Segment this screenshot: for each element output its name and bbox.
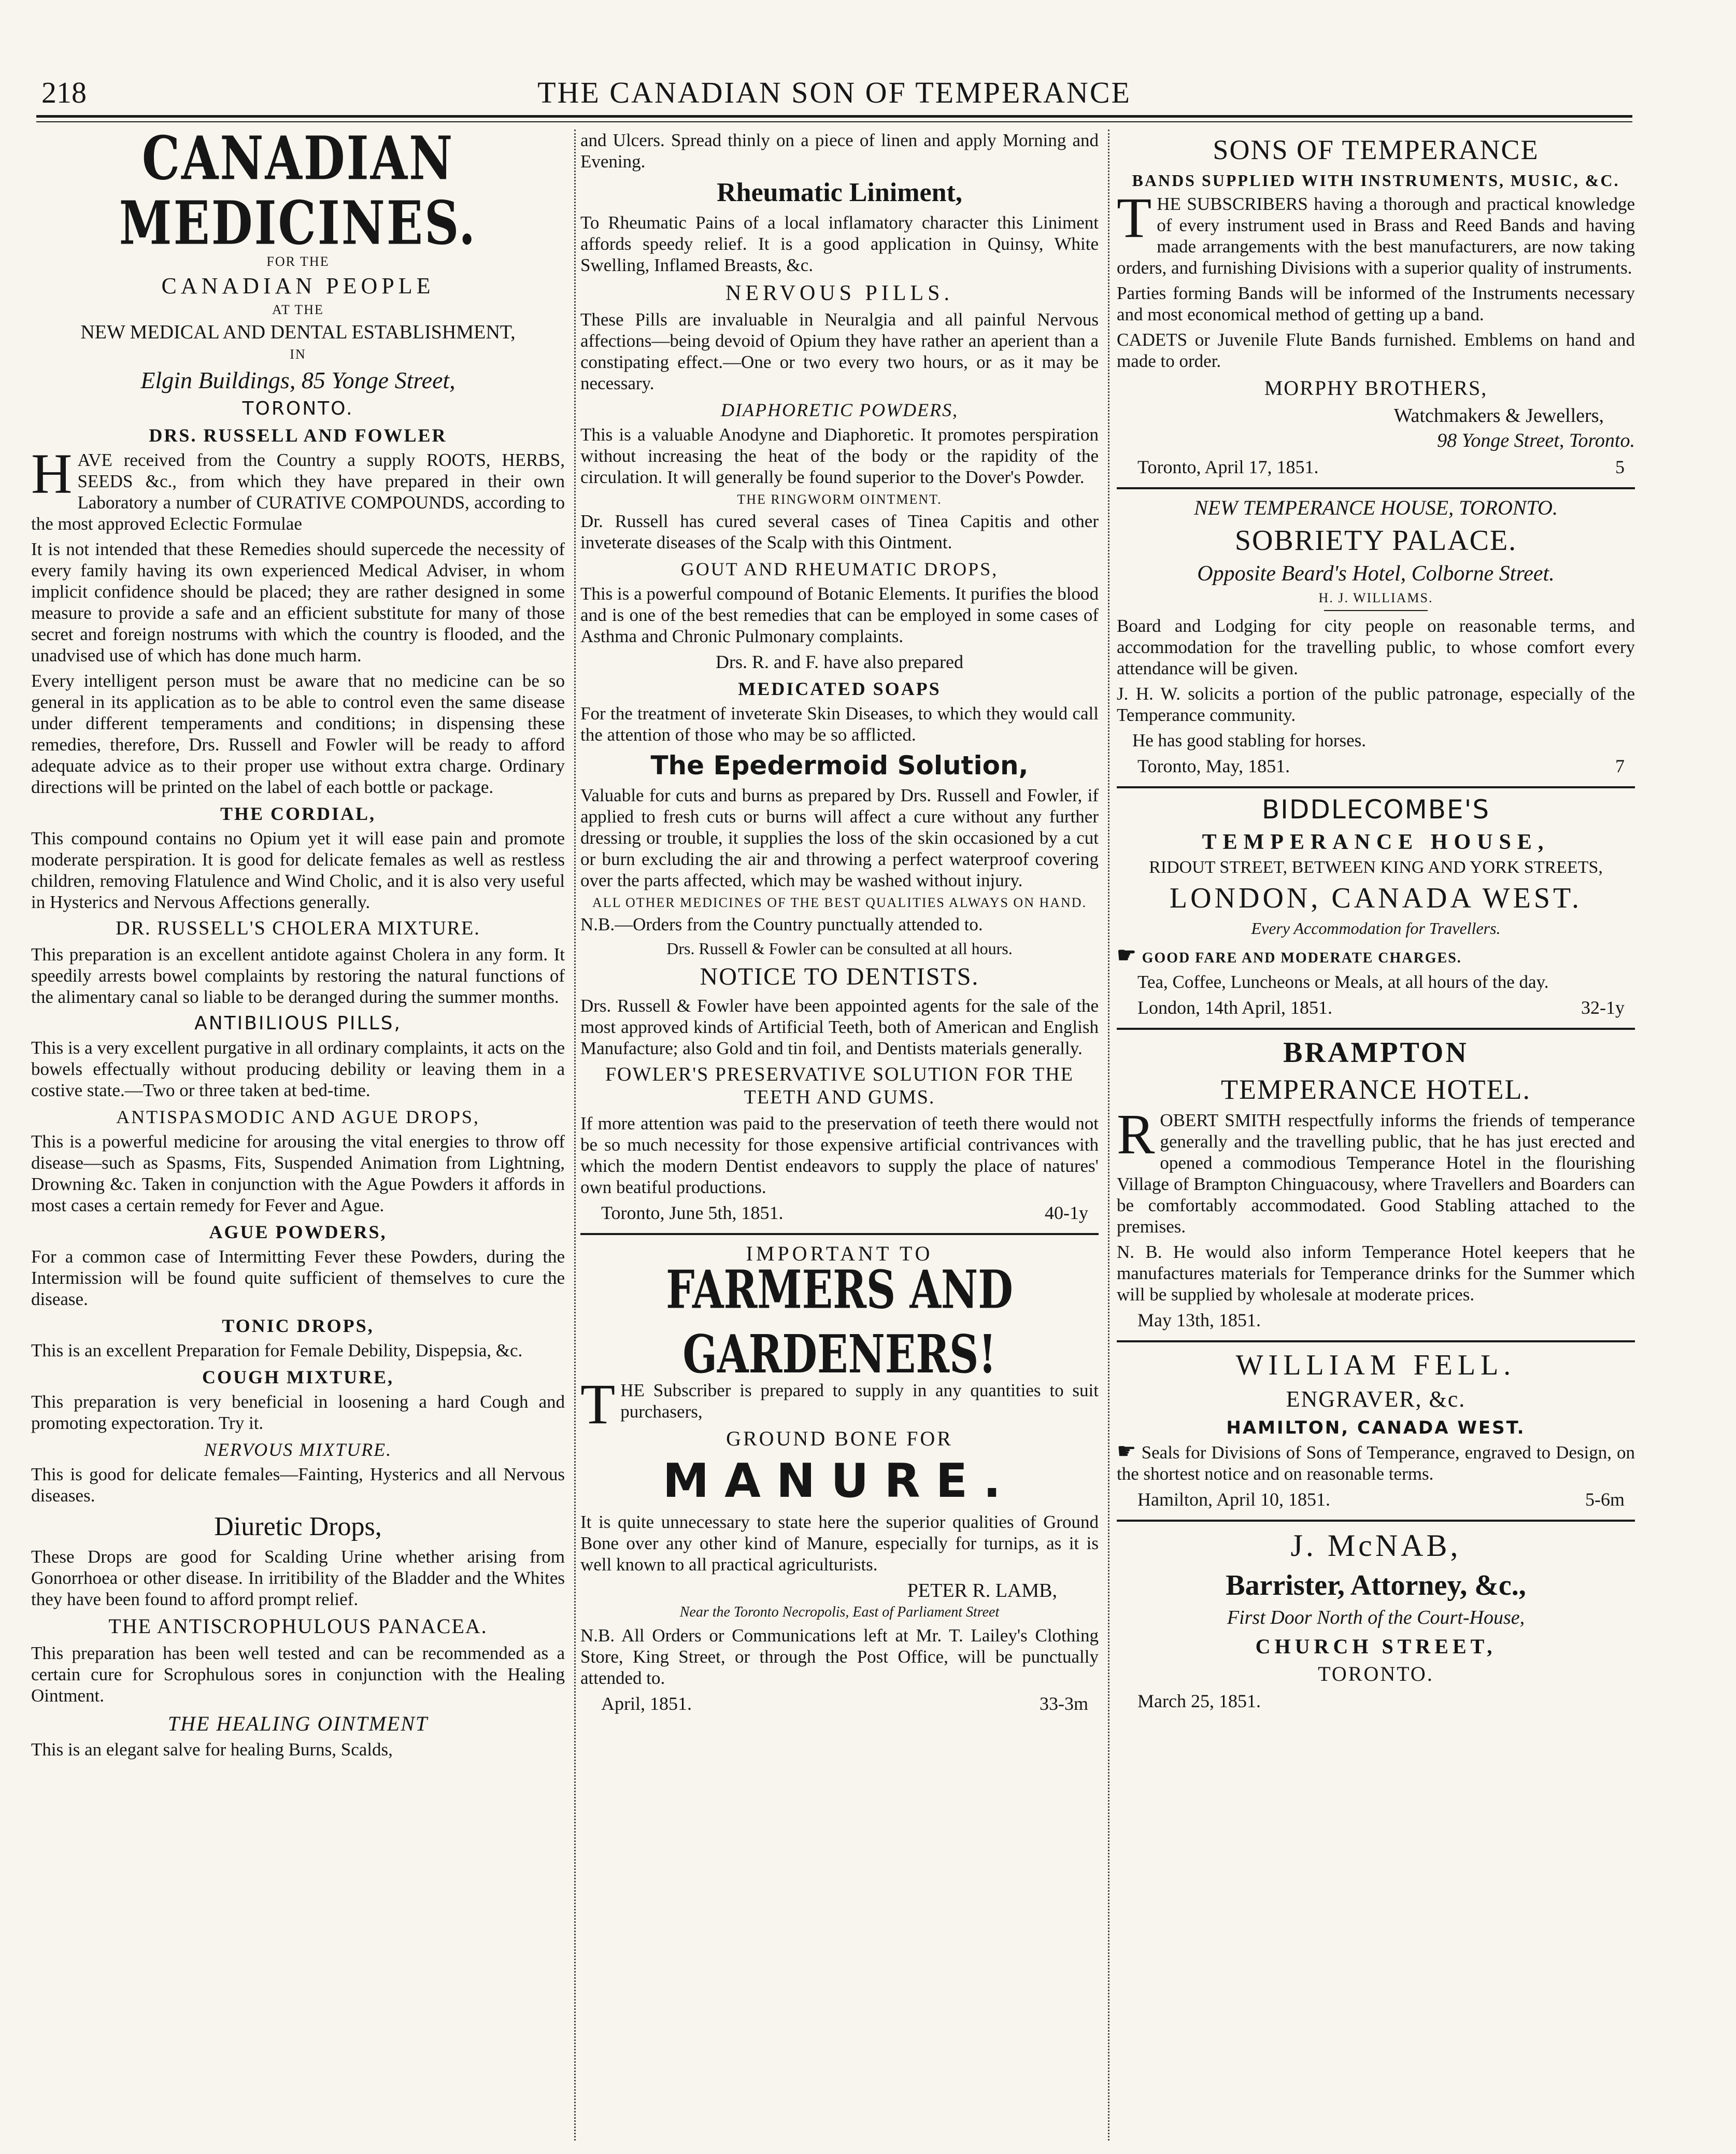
section-heading: ANTISPASMODIC AND AGUE DROPS,: [116, 1107, 480, 1127]
dateline: [1137, 456, 1635, 478]
subheading: ENGRAVER, &c.: [1286, 1386, 1466, 1412]
paragraph: For a common case of Intermitting Fever these Powders, during the Intermission will be found quite sufficient of themselves to cure the disease.: [31, 1246, 565, 1309]
city: TORONTO.: [242, 398, 354, 419]
section-heading: Rheumatic Liniment,: [717, 178, 962, 207]
ad-title: SONS OF TEMPERANCE: [1213, 134, 1539, 165]
section-heading: THE CORDIAL,: [220, 803, 376, 824]
section-heading: The Epedermoid Solution,: [650, 750, 1029, 781]
section-heading: TONIC DROPS,: [222, 1315, 374, 1336]
paragraph: J. H. W. solicits a portion of the public patronage, especially of the Temperance community.: [1117, 684, 1635, 725]
subheading: TEMPERANCE HOTEL.: [1221, 1074, 1531, 1105]
address: RIDOUT STREET, BETWEEN KING AND YORK STREETS,: [1149, 858, 1603, 877]
address: CHURCH STREET,: [1255, 1635, 1497, 1658]
dateline: [1137, 1309, 1635, 1331]
date: London, 14th April, 1851.: [1137, 997, 1332, 1018]
signature: H. J. WILLIAMS.: [1318, 590, 1433, 605]
subheading: NEW TEMPERANCE HOUSE, TORONTO.: [1194, 496, 1558, 519]
section-heading: DR. RUSSELL'S CHOLERA MIXTURE.: [116, 917, 480, 939]
section-heading: DIAPHORETIC POWDERS,: [721, 400, 958, 420]
section-heading: NOTICE TO DENTISTS.: [700, 963, 979, 990]
column-left: [31, 130, 565, 2141]
subheading: LONDON, CANADA WEST.: [1169, 882, 1583, 914]
code: 5-6m: [1585, 1489, 1625, 1510]
establishment-heading: NEW MEDICAL AND DENTAL ESTABLISHMENT,: [80, 321, 516, 343]
subheading: Barrister, Attorney, &c.,: [1226, 1569, 1526, 1602]
section-heading: AGUE POWDERS,: [209, 1222, 387, 1242]
dateline: [1137, 1489, 1635, 1510]
page-number: 218: [41, 76, 87, 109]
ad-title: BRAMPTON: [1283, 1037, 1469, 1069]
dateline: [1137, 755, 1635, 777]
short-rule: [1324, 610, 1428, 611]
paragraph: Tea, Coffee, Luncheons or Meals, at all hours of the day.: [1137, 972, 1549, 992]
paragraph: Drs. Russell & Fowler have been appointed agents for the sale of the most approved kinds of Artificial Teeth, both of American and English Manufacture; also Gold and tin foil, and Dentists materials generally.: [580, 996, 1099, 1058]
address: Near the Toronto Necropolis, East of Parliament Street: [679, 1604, 1000, 1620]
subheading: TEMPERANCE HOUSE,: [1202, 830, 1550, 854]
paragraph: This preparation has been well tested and can be recommended as a certain cure for Scrophulous sores in conjunction with the Healing Ointment.: [31, 1643, 565, 1706]
code: 32-1y: [1581, 997, 1625, 1018]
at-the-label: AT THE: [272, 302, 324, 317]
ad-title: SOBRIETY PALACE.: [1234, 525, 1517, 557]
doctors-heading: DRS. RUSSELL AND FOWLER: [149, 425, 447, 446]
paragraph: [1117, 1441, 1635, 1484]
paragraph: He has good stabling for horses.: [1132, 730, 1367, 750]
note: Drs. Russell & Fowler can be consulted at all hours.: [666, 939, 1013, 958]
date: Hamilton, April 10, 1851.: [1137, 1489, 1330, 1510]
paragraph: If more attention was paid to the preservation of teeth there would not be so much necessity for those expensive artificial contrivances with which the modern Dentist endeavors to supply the place of natures' own beatiful productions.: [580, 1113, 1099, 1197]
code: 40-1y: [1045, 1202, 1088, 1223]
paragraph: This is a valuable Anodyne and Diaphoretic. It promotes perspiration without increasing the heat of the body or the rapidity of the circulation. It will generally be found superior to the Dover's Powder.: [580, 424, 1099, 487]
dateline: [601, 1202, 1099, 1224]
date: Toronto, June 5th, 1851.: [601, 1202, 784, 1223]
section-heading: COUGH MIXTURE,: [202, 1367, 394, 1387]
paragraph: These Pills are invaluable in Neuralgia and all painful Nervous affections—being devoid of Opium they have rather an aperient than a constipating effect.—One or two every two hours, or as it may be necessary.: [580, 309, 1099, 393]
paragraph: This is a very excellent purgative in all ordinary complaints, it acts on the bowels effectually without producing debility or leaving them in a costive state.—Two or three taken at bed-time.: [31, 1038, 565, 1100]
for-the-label: FOR THE: [266, 254, 330, 269]
ad-title: J. McNAB,: [1290, 1528, 1461, 1563]
paragraph: N. B. He would also inform Temperance Hotel keepers that he manufactures materials for Temperance drinks for the Summer which will be supplied by wholesale at moderate prices.: [1117, 1242, 1635, 1305]
address: Elgin Buildings, 85 Yonge Street,: [140, 367, 456, 393]
subheading: BANDS SUPPLIED WITH INSTRUMENTS, MUSIC, &C.: [1132, 171, 1620, 190]
section-heading: ANTIBILIOUS PILLS,: [194, 1013, 402, 1034]
paragraph: This preparation is an excellent antidote against Cholera in any form. It speedily arrests bowel complaints by restoring the natural functions of the alimentary canal so liable to be deranged during the summer months.: [31, 944, 565, 1007]
paragraph: ROBERT SMITH respectfully informs the friends of temperance generally and the travelling public, that he has just erected and opened a commodious Temperance Hotel in the flourishing Village of Brampton Chinguacousy, where Travellers and Boarders can be comfortably accommodated. Good Stabling attached to the premises.: [1117, 1102, 1635, 1237]
subheading: [1117, 942, 1635, 968]
note: ALL OTHER MEDICINES OF THE BEST QUALITIES ALWAYS ON HAND.: [592, 895, 1087, 910]
ad-title: BIDDLECOMBE'S: [1261, 795, 1490, 825]
seals-text: Seals for Divisions of Sons of Temperance, engraved to Design, on the shortest notice and on reasonable terms.: [1117, 1442, 1635, 1484]
paragraph: Dr. Russell has cured several cases of Tinea Capitis and other inveterate diseases of the Scalp with this Ointment.: [580, 511, 1099, 552]
paragraph: This is a powerful compound of Botanic Elements. It purifies the blood and is one of the best remedies that can be employed in some cases of Asthma and Chronic Pulmonary complaints.: [580, 584, 1099, 646]
section-heading: NERVOUS MIXTURE.: [204, 1439, 392, 1460]
ad-separator: [1117, 1340, 1635, 1342]
paragraph: This compound contains no Opium yet it will ease pain and promote moderate perspiration. It is good for delicate females as well as restless children, removing Flatulence and Wind Cholic, and it is also very useful in Hysterics and Nervous Affections generally.: [31, 828, 565, 912]
paragraph: CADETS or Juvenile Flute Bands furnished. Emblems on hand and made to order.: [1117, 330, 1635, 371]
column-divider: [574, 130, 576, 2141]
section-heading: Diuretic Drops,: [214, 1512, 382, 1541]
running-title: THE CANADIAN SON OF TEMPERANCE: [537, 76, 1131, 109]
page-header: [36, 75, 1632, 117]
ad-separator: [1117, 786, 1635, 788]
section-heading: GOUT AND RHEUMATIC DROPS,: [680, 559, 999, 579]
paragraph: Every intelligent person must be aware that no medicine can be so general in its application as to be able to control even the same disease under different temperaments and conditions; in dispensing these remedies, therefore, Drs. Russell and Fowler will be ready to afford adequate advice as to their proper use without extra charge. Ordinary directions will be printed on the label of each bottle or package.: [31, 671, 565, 797]
dateline: [1137, 1690, 1635, 1712]
paragraph: It is quite unnecessary to state here the superior qualities of Ground Bone over any other kind of Manure, especially for turnips, as it is well known to all practical agriculturists.: [580, 1512, 1099, 1575]
address: Opposite Beard's Hotel, Colborne Street.: [1197, 562, 1555, 586]
code: 7: [1615, 756, 1625, 776]
city: TORONTO.: [1318, 1662, 1434, 1685]
ad-title: CANADIAN MEDICINES.: [119, 130, 477, 258]
date: May 13th, 1851.: [1137, 1310, 1261, 1330]
section-heading: MEDICATED SOAPS: [738, 678, 941, 699]
paragraph: This is good for delicate females—Fainting, Hysterics and all Nervous diseases.: [31, 1464, 565, 1506]
ad-title: WILLIAM FELL.: [1235, 1349, 1516, 1381]
paragraph: and Ulcers. Spread thinly on a piece of linen and apply Morning and Evening.: [580, 130, 1099, 172]
date: April, 1851.: [601, 1693, 692, 1714]
signature: PETER R. LAMB,: [907, 1580, 1057, 1602]
ad-separator: [580, 1233, 1099, 1235]
ad-separator: [1117, 487, 1635, 489]
section-heading: FOWLER'S PRESERVATIVE SOLUTION FOR THE TEETH AND GUMS.: [605, 1064, 1074, 1108]
section-heading: THE HEALING OINTMENT: [167, 1712, 429, 1735]
paragraph: It is not intended that these Remedies should supercede the necessity of every family having its own experienced Medical Adviser, in whom implicit confidence should be placed; they are rather designed in some measure to provide a safe and an efficient substitute for many of those secret and foreign nostrums with which the country is flooded, and the unadvised use of which has done much harm.: [31, 539, 565, 665]
ad-separator: [1117, 1520, 1635, 1522]
section-heading: IMPORTANT TO: [746, 1242, 933, 1265]
paragraph: N.B.—Orders from the Country punctually attended to.: [580, 914, 983, 934]
paragraph: This is an elegant salve for healing Burns, Scalds,: [31, 1739, 393, 1760]
paragraph: Board and Lodging for city people on reasonable terms, and accommodation for the travelling public, to whose comfort every attendance will be given.: [1117, 616, 1635, 678]
address: 98 Yonge Street, Toronto.: [1437, 430, 1635, 451]
good-fare: GOOD FARE AND MODERATE CHARGES.: [1142, 950, 1462, 966]
paragraph: For the treatment of inveterate Skin Diseases, to which they would call the attention of those who may be so afflicted.: [580, 703, 1099, 745]
tagline: Every Accommodation for Travellers.: [1251, 919, 1501, 938]
section-heading: NERVOUS PILLS.: [725, 281, 954, 305]
header-rule-thin: [36, 121, 1632, 122]
section-heading: GROUND BONE FOR: [726, 1427, 953, 1450]
pointing-hand-icon: ☛: [1117, 1440, 1136, 1464]
paragraph: This is a powerful medicine for arousing the vital energies to throw off disease—such as Spasms, Fits, Suspended Animation from Lightning, Drowning &c. Taken in conjunction with the Ague Powders it affords in most cases a certain remedy for Fever and Ague.: [31, 1131, 565, 1215]
paragraph: To Rheumatic Pains of a local inflamatory character this Liniment affords speedy relief. It is a good application in Quinsy, White Swelling, Inflamed Breasts, &c.: [580, 212, 1099, 275]
pointing-hand-icon: ☛: [1117, 944, 1137, 968]
paragraph: N.B. All Orders or Communications left at Mr. T. Lailey's Clothing Store, King Street, or through the Post Office, will be punctually attended to.: [580, 1625, 1099, 1688]
ad-separator: [1117, 1028, 1635, 1030]
paragraph: Parties forming Bands will be informed of the Instruments necessary and most economical method of getting up a band.: [1117, 283, 1635, 324]
paragraph: THE SUBSCRIBERS having a thorough and practical knowledge of every instrument used in Brass and Reed Bands and having made arrangements with the best manufacturers, are now taking orders, and furnishing Divisions with a superior quality of instruments.: [1117, 186, 1635, 278]
date: Toronto, May, 1851.: [1137, 756, 1290, 776]
paragraph: These Drops are good for Scalding Urine whether arising from Gonorrhoea or other disease. In irritibility of the Bladder and the Whites they have been found to afford prompt relief.: [31, 1547, 565, 1609]
address: First Door North of the Court-House,: [1227, 1607, 1525, 1628]
address: HAMILTON, CANADA WEST.: [1226, 1418, 1526, 1438]
people-heading: CANADIAN PEOPLE: [161, 273, 435, 299]
note: Drs. R. and F. have also prepared: [716, 651, 963, 672]
paragraph: Valuable for cuts and burns as prepared by Drs. Russell and Fowler, if applied to fresh cuts or burns will affect a cure without any further dressing or trouble, it supplies the loss of the skin occasioned by a cut or burn excluding the air and throwing a perfect waterproof covering over the parts affected, which may be washed without injury.: [580, 785, 1099, 890]
column-right: [1117, 130, 1635, 2141]
dateline: [1137, 997, 1635, 1018]
column-divider: [1108, 130, 1109, 2141]
date: March 25, 1851.: [1137, 1691, 1261, 1711]
section-heading: THE RINGWORM OINTMENT.: [737, 492, 942, 507]
manure-heading: MANURE.: [662, 1454, 1017, 1508]
column-middle: [580, 130, 1099, 2141]
dateline: [601, 1693, 1099, 1714]
section-heading: THE ANTISCROPHULOUS PANACEA.: [108, 1614, 488, 1638]
header-rule: [36, 115, 1632, 118]
paragraph: This preparation is very beneficial in loosening a hard Cough and promoting expectoration. Try it.: [31, 1392, 565, 1433]
signature: MORPHY BROTHERS,: [1264, 376, 1488, 400]
paragraph: HAVE received from the Country a supply ROOTS, HERBS, SEEDS &c., from which they have prepared in their own Laboratory a number of CURATIVE COMPOUNDS, according to the most approved Eclectic Formulae: [31, 442, 565, 534]
ad-title: FARMERS AND GARDENERS!: [666, 1259, 1013, 1385]
paragraph: This is an excellent Preparation for Female Debility, Dispepsia, &c.: [31, 1340, 523, 1361]
in-label: IN: [290, 347, 306, 362]
code: 33-3m: [1040, 1693, 1088, 1714]
code: 5: [1615, 457, 1625, 477]
date: Toronto, April 17, 1851.: [1137, 457, 1319, 477]
signature: Watchmakers & Jewellers,: [1393, 405, 1604, 427]
paragraph: THE Subscriber is prepared to supply in any quantities to suit purchasers,: [580, 1372, 1099, 1436]
